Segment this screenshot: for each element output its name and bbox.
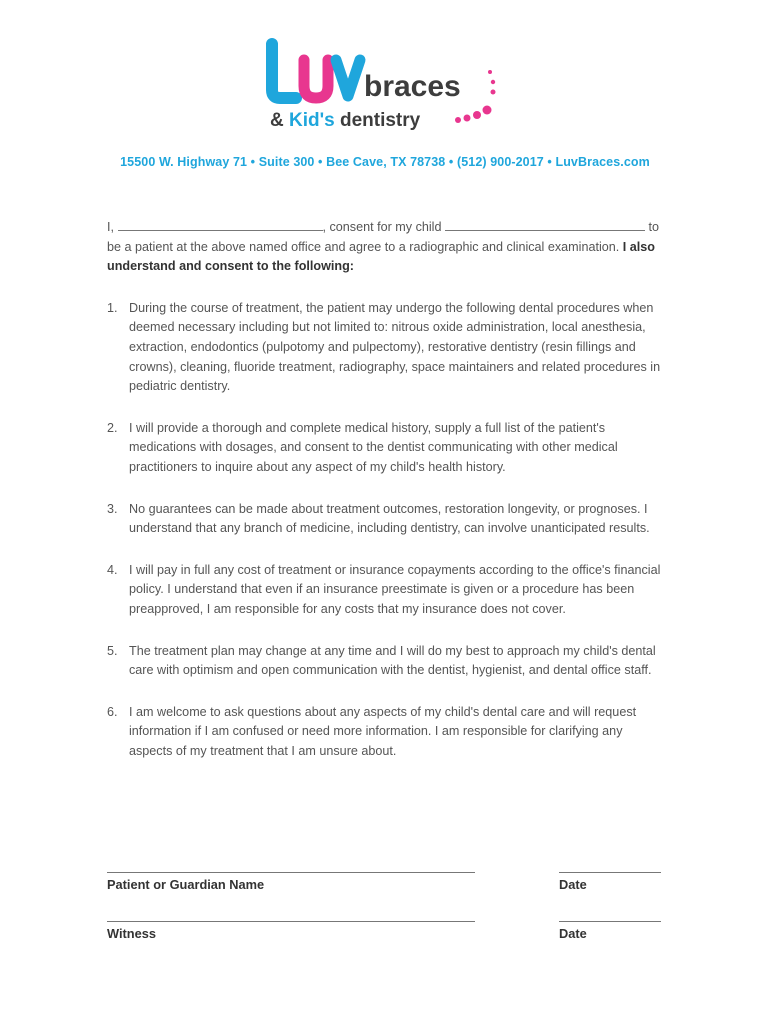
item-text: During the course of treatment, the patient may undergo the following dental procedures when deemed necessary including but not limited to: nitrous oxide administration, local anesthesia, extraction, endodontics (pulpotomy and pulpectomy), restorative dentistry (resin fillings and crowns), cleaning, fluoride treatment, radiography, space maintainers and related procedures in pediatric dentistry. [129,300,661,394]
item-text: I will provide a thorough and complete medical history, supply a full list of the patient's medications with dosages, and consent to the dentist communicating with other medical practitioners to inquire about any aspect of my child's health history. [129,420,618,474]
guardian-signature-field[interactable] [107,872,475,892]
item-number: 4. [107,562,118,577]
child-name-blank[interactable] [445,218,645,231]
item-text: The treatment plan may change at any time and I will do my best to approach my child's dental care with optimism and open communication with the dentist, hygienist, and dental office staff. [129,643,656,678]
item-number: 6. [107,704,118,719]
intro-text-2: , consent for my child [322,220,445,234]
item-text: I will pay in full any cost of treatment or insurance copayments according to the office's financial policy. I understand that even if an insurance preestimate is given or a procedure has been preapproved, I am responsible for any costs that my insurance does not cover. [129,562,661,616]
date-label: Date [559,926,587,941]
signature-line [107,921,475,922]
signature-line [107,872,475,873]
witness-signature-field[interactable] [107,921,475,941]
item-text: No guarantees can be made about treatment outcomes, restoration longevity, or prognoses. I understand that any branch of medicine, including dentistry, can involve unanticipated results. [129,501,650,536]
luvbraces-logo [262,32,512,132]
logo-braces-text: braces [364,70,461,103]
signature-line [559,921,661,922]
intro-text-3: to be a patient at the above named office and agree to a radiographic and clinical examination. [107,220,660,254]
item-number: 3. [107,501,118,516]
witness-label: Witness [107,926,156,941]
consent-items-list [107,299,667,762]
list-item [107,561,667,620]
guardian-date-field[interactable] [559,872,661,892]
witness-date-field[interactable] [559,921,661,941]
signature-line [559,872,661,873]
intro-bold-text: I also understand and consent to the following: [107,239,655,274]
intro-text-1: I, [107,220,118,234]
guardian-name-label: Patient or Guardian Name [107,877,265,892]
form-body [107,218,667,783]
consent-intro [107,218,667,277]
list-item [107,500,667,539]
list-item [107,299,667,397]
guardian-name-blank[interactable] [118,218,323,231]
item-number: 1. [107,300,118,315]
date-label: Date [559,877,587,892]
svg-text:& Kid's dentistry: & Kid's dentistry [270,110,421,131]
list-item [107,419,667,478]
office-address: 15500 W. Highway 71 • Suite 300 • Bee Cave, TX 78738 • (512) 900-2017 • LuvBraces.com [120,155,650,169]
list-item [107,642,667,681]
item-text: I am welcome to ask questions about any aspects of my child's dental care and will request information if I am confused or need more information. I am responsible for clarifying any aspects of my treatment that I am unsure about. [129,704,637,758]
item-number: 5. [107,643,118,658]
list-item [107,703,667,762]
item-number: 2. [107,420,118,435]
